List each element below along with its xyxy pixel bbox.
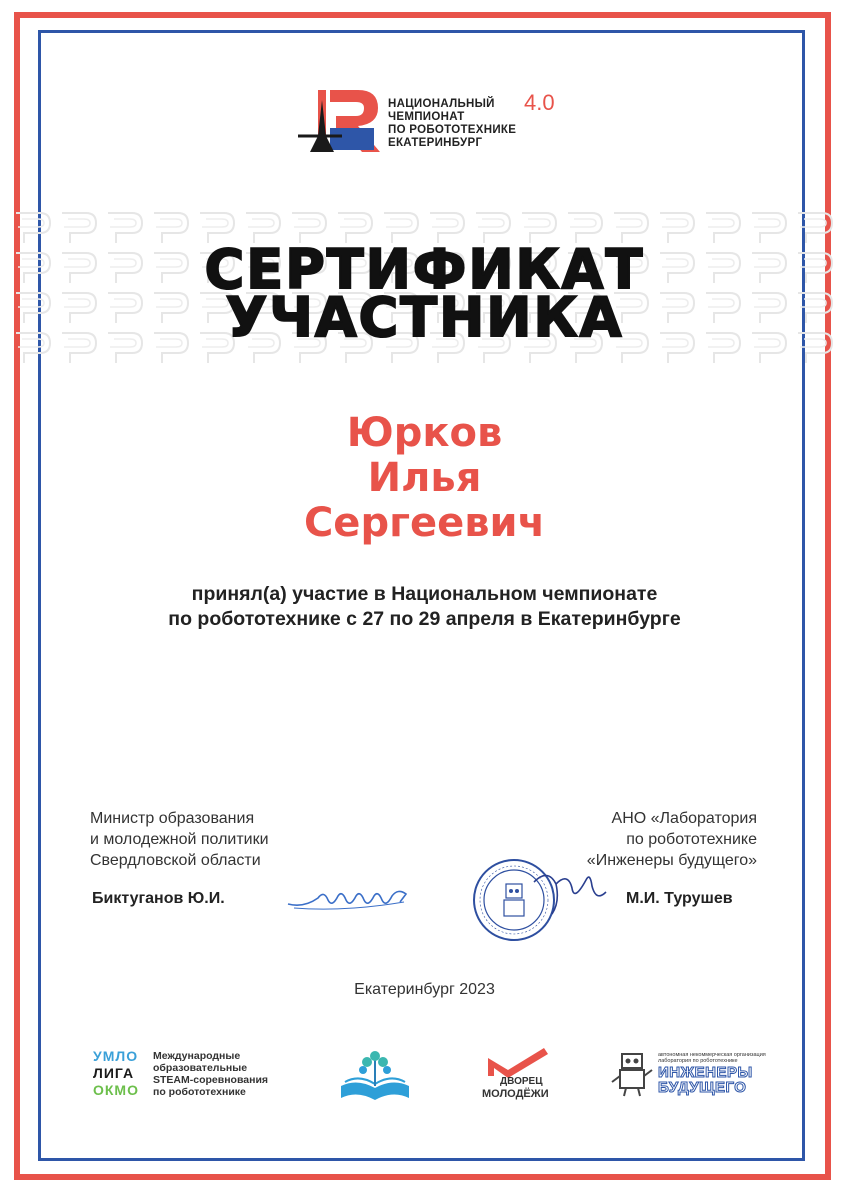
title-line: АНО «Лаборатория [611, 810, 757, 827]
dvorets-mark-icon [482, 1046, 552, 1078]
logo-line: НАЦИОНАЛЬНЫЙ [388, 98, 495, 110]
liga-mark-row: ОКМО [93, 1082, 139, 1098]
left-signatory-name: Биктуганов Ю.И. [92, 890, 225, 907]
engineers-line-1: ИНЖЕНЕРЫ [658, 1064, 753, 1081]
title-line: Свердловской области [90, 852, 261, 869]
description-line-1: принял(а) участие в Национальном чемпионате [191, 583, 658, 605]
liga-logo [93, 1048, 283, 1100]
city-year: Екатеринбург 2023 [354, 981, 495, 998]
left-signatory-title [90, 808, 269, 871]
logo-line: ЧЕМПИОНАТ [388, 111, 465, 123]
liga-caption-line: Международные [153, 1050, 241, 1062]
liga-caption-line: образовательные [153, 1062, 248, 1074]
logo-line: ЕКАТЕРИНБУРГ [388, 137, 483, 149]
liga-caption [153, 1050, 268, 1098]
dvorets-molodezhi-logo [482, 1046, 552, 1106]
left-signature [284, 878, 414, 918]
recipient-surname: Юрков [346, 410, 503, 456]
dvorets-line-1: ДВОРЕЦ [500, 1076, 543, 1087]
dvorets-line-2: МОЛОДЁЖИ [482, 1088, 549, 1100]
certificate-subtitle: УЧАСТНИКА [225, 286, 624, 349]
title-line: по робототехнике [626, 831, 757, 848]
title-line: и молодежной политики [90, 831, 269, 848]
title-line: «Инженеры будущего» [586, 852, 757, 869]
logo-line: ПО РОБОТОТЕХНИКЕ [388, 124, 517, 136]
description-line-2: по робототехнике с 27 по 29 апреля в Екатеринбурге [168, 608, 681, 630]
book-tree-logo-icon [337, 1046, 413, 1102]
logo-version: 4.0 [524, 90, 555, 115]
right-signature [530, 862, 610, 922]
recipient-first-name: Илья [367, 455, 482, 501]
liga-mark-row: УМЛО [93, 1048, 139, 1064]
right-signatory-title [587, 808, 757, 871]
robot-icon [610, 1050, 654, 1098]
robot-r-logo-icon [296, 86, 386, 156]
logo-title [388, 98, 516, 150]
recipient-patronymic: Сергеевич [303, 500, 546, 546]
liga-mark [93, 1048, 151, 1099]
championship-logo [296, 86, 566, 156]
engineers-line-2: БУДУЩЕГО [658, 1079, 747, 1096]
certificate-title: СЕРТИФИКАТ [204, 238, 645, 301]
right-signatory-name: М.И. Турушев [626, 890, 733, 907]
liga-caption-line: STEAM-соревнования [153, 1074, 269, 1086]
engineers-caption: автономная некоммерческая организация лаборатория по робототехнике [658, 1052, 766, 1064]
title-line: Министр образования [90, 810, 255, 827]
engineers-future-logo [610, 1050, 770, 1100]
engineers-wordmark [658, 1065, 753, 1095]
liga-mark-row: ЛИГА [93, 1065, 135, 1081]
liga-caption-line: по робототехнике [153, 1086, 246, 1098]
